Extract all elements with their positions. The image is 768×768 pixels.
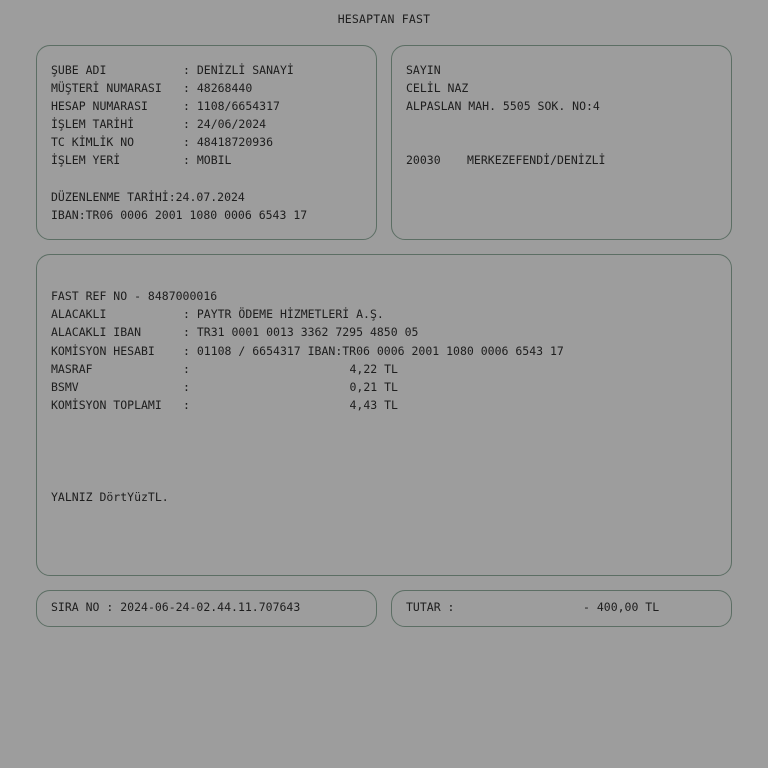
fee-value: 4,22 TL — [349, 362, 398, 376]
recipient-name: CELİL NAZ — [406, 81, 469, 95]
transaction-place-row — [51, 153, 231, 167]
creditor-iban-row — [51, 325, 418, 339]
bsmv-label: BSMV — [51, 380, 79, 394]
branch-value: DENİZLİ SANAYİ — [196, 63, 294, 77]
document-title: HESAPTAN FAST — [337, 12, 431, 26]
postal-code: 20030 — [406, 153, 441, 167]
transaction-date-row — [51, 117, 266, 131]
salutation: SAYIN — [406, 63, 441, 77]
creditor-iban-value: TR31 0001 0013 3362 7295 4850 05 — [196, 325, 419, 339]
creditor-row — [51, 307, 384, 321]
issue-date: DÜZENLENME TARİHİ:24.07.2024 — [51, 190, 245, 204]
city: MERKEZEFENDİ/DENİZLİ — [467, 153, 606, 167]
account-number-row — [51, 99, 280, 113]
tc-id-value: 48418720936 — [196, 135, 274, 149]
colon: : — [183, 63, 197, 77]
colon: : — [183, 344, 197, 358]
commission-account-value: 01108 / 6654317 IBAN:TR06 0006 2001 1080 0006 6543 17 — [196, 344, 564, 358]
address-box — [391, 45, 732, 240]
account-iban: IBAN:TR06 0006 2001 1080 0006 6543 17 — [51, 208, 308, 222]
fee-row — [51, 362, 398, 376]
customer-number-row — [51, 81, 252, 95]
commission-account-row — [51, 344, 564, 358]
transaction-date-value: 24/06/2024 — [196, 117, 267, 131]
colon: : — [183, 380, 190, 394]
sequence-number-row — [51, 600, 300, 614]
amount-in-words: YALNIZ DörtYüzTL. — [51, 490, 169, 504]
account-number-value: 1108/6654317 — [196, 99, 280, 113]
street-address: ALPASLAN MAH. 5505 SOK. NO:4 — [406, 99, 600, 113]
transaction-place-value: MOBIL — [196, 153, 232, 167]
commission-total-label: KOMİSYON TOPLAMI — [51, 398, 162, 412]
transaction-place-label: İŞLEM YERİ — [51, 153, 121, 167]
branch-label: ŞUBE ADI — [51, 63, 107, 77]
transaction-date-label: İŞLEM TARİHİ — [51, 117, 135, 131]
account-number-label: HESAP NUMARASI — [51, 99, 148, 113]
creditor-label: ALACAKLI — [51, 307, 107, 321]
bsmv-value: 0,21 TL — [349, 380, 398, 394]
colon: : — [183, 117, 197, 131]
fast-ref-number: FAST REF NO - 8487000016 — [51, 289, 218, 303]
branch-row — [51, 63, 294, 77]
colon: : — [183, 398, 190, 412]
bsmv-row — [51, 380, 398, 394]
colon: : — [183, 362, 190, 376]
commission-account-label: KOMİSYON HESABI — [51, 344, 155, 358]
sequence-number-label: SIRA NO : — [51, 600, 114, 614]
colon: : — [183, 99, 197, 113]
colon: : — [183, 325, 197, 339]
commission-total-row — [51, 398, 398, 412]
tc-id-row — [51, 135, 273, 149]
colon: : — [183, 307, 197, 321]
customer-number-label: MÜŞTERİ NUMARASI — [51, 81, 162, 95]
fee-label: MASRAF — [51, 362, 93, 376]
sequence-number-value: 2024-06-24-02.44.11.707643 — [120, 600, 301, 614]
colon: : — [183, 81, 197, 95]
amount-label: TUTAR : — [406, 600, 455, 614]
customer-number-value: 48268440 — [196, 81, 253, 95]
commission-total-value: 4,43 TL — [349, 398, 398, 412]
tc-id-label: TC KİMLİK NO — [51, 135, 135, 149]
creditor-iban-label: ALACAKLI IBAN — [51, 325, 142, 339]
colon: : — [183, 135, 197, 149]
creditor-value: PAYTR ÖDEME HİZMETLERİ A.Ş. — [196, 307, 384, 321]
colon: : — [183, 153, 197, 167]
amount-value: - 400,00 TL — [583, 600, 660, 614]
